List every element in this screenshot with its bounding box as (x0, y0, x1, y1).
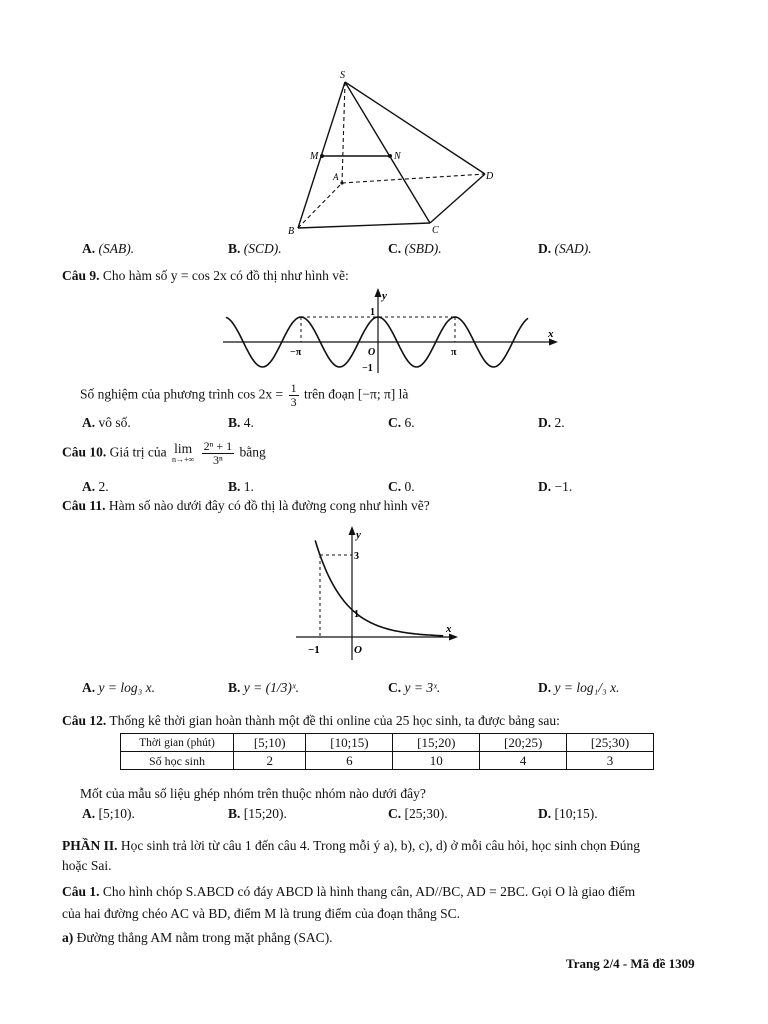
table-row (121, 734, 654, 752)
graph-three-label: 3 (354, 551, 359, 562)
option-value: 2. (98, 479, 109, 494)
graph-neg-pi-label: −π (290, 347, 302, 358)
option-value: 6. (404, 415, 415, 430)
question-label: Câu 9. (62, 268, 100, 283)
option-letter: A. (82, 806, 96, 821)
table-header-cell: Số học sinh (121, 752, 234, 770)
option-value: −1. (554, 479, 573, 494)
label-m: M (310, 151, 319, 162)
instruction-text: Học sinh trả lời từ câu 1 đến câu 4. Trong mỗi ý a), b), c), d) ở mỗi câu hỏi, học sinh chọn Đúng (120, 838, 641, 853)
equation-text: Số nghiệm của phương trình cos 2x = (80, 386, 284, 402)
q9-option-c[interactable] (388, 415, 415, 431)
option-value: [5;10). (98, 806, 135, 821)
label-c: C (432, 225, 439, 236)
graph-y-label: y (356, 529, 361, 541)
option-value: [15;20). (243, 806, 287, 821)
question-label: Câu 1. (62, 884, 100, 899)
q10-stem (62, 440, 266, 467)
q9-subquestion (80, 382, 408, 409)
table-header-cell: Thời gian (phút) (121, 734, 234, 752)
option-letter: B. (228, 806, 241, 821)
label-a: A (333, 172, 339, 182)
fraction (202, 440, 235, 467)
option-letter: B. (228, 680, 241, 695)
pyramid-figure (280, 68, 510, 240)
question-label: Câu 10. (62, 444, 107, 460)
table-cell: [15;20) (393, 734, 480, 752)
q11-option-d[interactable] (538, 680, 619, 696)
option-value: y = log₁/₃ x. (554, 680, 620, 695)
limit-word: lim (174, 440, 193, 456)
table-cell: 3 (567, 752, 654, 770)
part2-q1-stem-cont: của hai đường chéo AC và BD, điểm M là trung điểm của đoạn thẳng SC. (62, 906, 461, 921)
question-text: Hàm số nào dưới đây có đồ thị là đường cong như hình vẽ? (108, 498, 430, 513)
q9-option-d[interactable] (538, 415, 565, 431)
graph-pi-label: π (451, 347, 457, 358)
option-letter: B. (228, 479, 241, 494)
question-text: Cho hình chóp S.ABCD có đáy ABCD là hình thang cân, AD//BC, AD = 2BC. Gọi O là giao điểm (102, 884, 636, 899)
option-letter: A. (82, 479, 96, 494)
label-d: D (486, 171, 494, 182)
table-cell: [5;10) (234, 734, 306, 752)
q11-option-c[interactable] (388, 680, 440, 696)
option-letter: A. (82, 241, 96, 256)
option-letter: D. (538, 241, 552, 256)
option-value: 2. (554, 415, 565, 430)
fraction (289, 382, 299, 409)
part-label: PHẦN II. (62, 838, 118, 853)
graph-y-label: y (382, 290, 387, 302)
part2-q1-statement-a[interactable] (62, 930, 333, 946)
limit-operator (172, 440, 195, 465)
q10-option-b[interactable] (228, 479, 254, 495)
question-text: Giá trị của (109, 444, 167, 460)
option-value: y = log₃ x. (98, 680, 156, 695)
fraction-numerator: 1 (290, 381, 297, 395)
graph-origin-label: O (354, 644, 362, 656)
option-letter: D. (538, 479, 552, 494)
limit-subscript: n→+∞ (172, 454, 195, 464)
q10-option-d[interactable] (538, 479, 572, 495)
graph-x-label: x (548, 328, 554, 340)
option-value: (SBD). (404, 241, 442, 256)
part2-q1-stem (62, 884, 635, 900)
q12-option-d[interactable] (538, 806, 598, 822)
option-letter: C. (388, 415, 402, 430)
option-letter: D. (538, 680, 552, 695)
graph-minus-one-label: −1 (308, 644, 320, 656)
option-letter: C. (388, 241, 402, 256)
q10-option-c[interactable] (388, 479, 415, 495)
option-letter: D. (538, 806, 552, 821)
q8-option-c[interactable] (388, 241, 442, 257)
q11-option-b[interactable] (228, 680, 299, 696)
option-letter: C. (388, 479, 402, 494)
fraction-denominator: 3 (290, 395, 297, 409)
graph-minus-one-label: −1 (362, 363, 373, 374)
option-letter: D. (538, 415, 552, 430)
q9-stem (62, 268, 349, 284)
q10-option-a[interactable] (82, 479, 109, 495)
q12-option-c[interactable] (388, 806, 448, 822)
statement-text: Đường thẳng AM nằm trong mặt phẳng (SAC). (76, 930, 333, 945)
exponential-graph (290, 522, 466, 662)
table-cell: 10 (393, 752, 480, 770)
graph-one-label: 1 (370, 307, 375, 318)
label-s: S (340, 70, 345, 81)
graph-x-label: x (446, 623, 452, 635)
option-value: [10;15). (554, 806, 598, 821)
q11-option-a[interactable] (82, 680, 155, 696)
option-value: y = 3ˣ. (404, 680, 441, 695)
table-row (121, 752, 654, 770)
option-letter: A. (82, 680, 96, 695)
option-value: 1. (243, 479, 254, 494)
frequency-table (120, 733, 654, 770)
table-cell: 2 (234, 752, 306, 770)
q8-option-a[interactable] (82, 241, 134, 257)
fraction-denominator: 3ⁿ (212, 453, 223, 467)
table-cell: 4 (480, 752, 567, 770)
interval-text: trên đoạn [−π; π] là (303, 386, 409, 402)
q12-subquestion: Mốt của mẫu số liệu ghép nhóm trên thuộc nhóm nào dưới đây? (80, 786, 426, 801)
option-letter: C. (388, 680, 402, 695)
q12-option-b[interactable] (228, 806, 287, 822)
part2-instructions (62, 838, 640, 854)
label-b: B (288, 226, 295, 237)
option-value: (SAB). (98, 241, 135, 256)
option-value: 0. (404, 479, 415, 494)
q9-option-b[interactable] (228, 415, 254, 431)
option-letter: B. (228, 415, 241, 430)
option-value: (SAD). (554, 241, 592, 256)
question-text: Thống kê thời gian hoàn thành một đề thi online của 25 học sinh, ta được bảng sau: (109, 713, 560, 728)
option-value: vô số. (98, 415, 131, 430)
q12-stem (62, 713, 560, 729)
option-value: [25;30). (404, 806, 448, 821)
option-value: (SCD). (243, 241, 282, 256)
table-cell: 6 (306, 752, 393, 770)
question-label: Câu 11. (62, 498, 106, 513)
question-text-end: bằng (239, 444, 266, 460)
option-letter: B. (228, 241, 241, 256)
q9-option-a[interactable] (82, 415, 131, 431)
cosine-graph (218, 285, 562, 377)
question-text: Cho hàm số y = cos 2x có đồ thị như hình vẽ: (102, 268, 349, 283)
statement-label: a) (62, 930, 74, 945)
fraction-numerator: 2ⁿ + 1 (203, 439, 233, 453)
part2-instructions-cont: hoặc Sai. (62, 858, 112, 873)
q11-stem (62, 498, 430, 514)
table-cell: [10;15) (306, 734, 393, 752)
graph-origin-label: O (368, 347, 376, 358)
q12-option-a[interactable] (82, 806, 135, 822)
option-letter: C. (388, 806, 402, 821)
graph-one-label: 1 (354, 609, 359, 620)
q8-option-d[interactable] (538, 241, 592, 257)
option-value: y = (1/3)ˣ. (243, 680, 300, 695)
option-value: 4. (243, 415, 254, 430)
table-cell: [20;25) (480, 734, 567, 752)
option-letter: A. (82, 415, 96, 430)
q8-option-b[interactable] (228, 241, 282, 257)
page-footer: Trang 2/4 - Mã đề 1309 (566, 956, 695, 971)
question-label: Câu 12. (62, 713, 107, 728)
label-n: N (394, 151, 401, 162)
table-cell: [25;30) (567, 734, 654, 752)
